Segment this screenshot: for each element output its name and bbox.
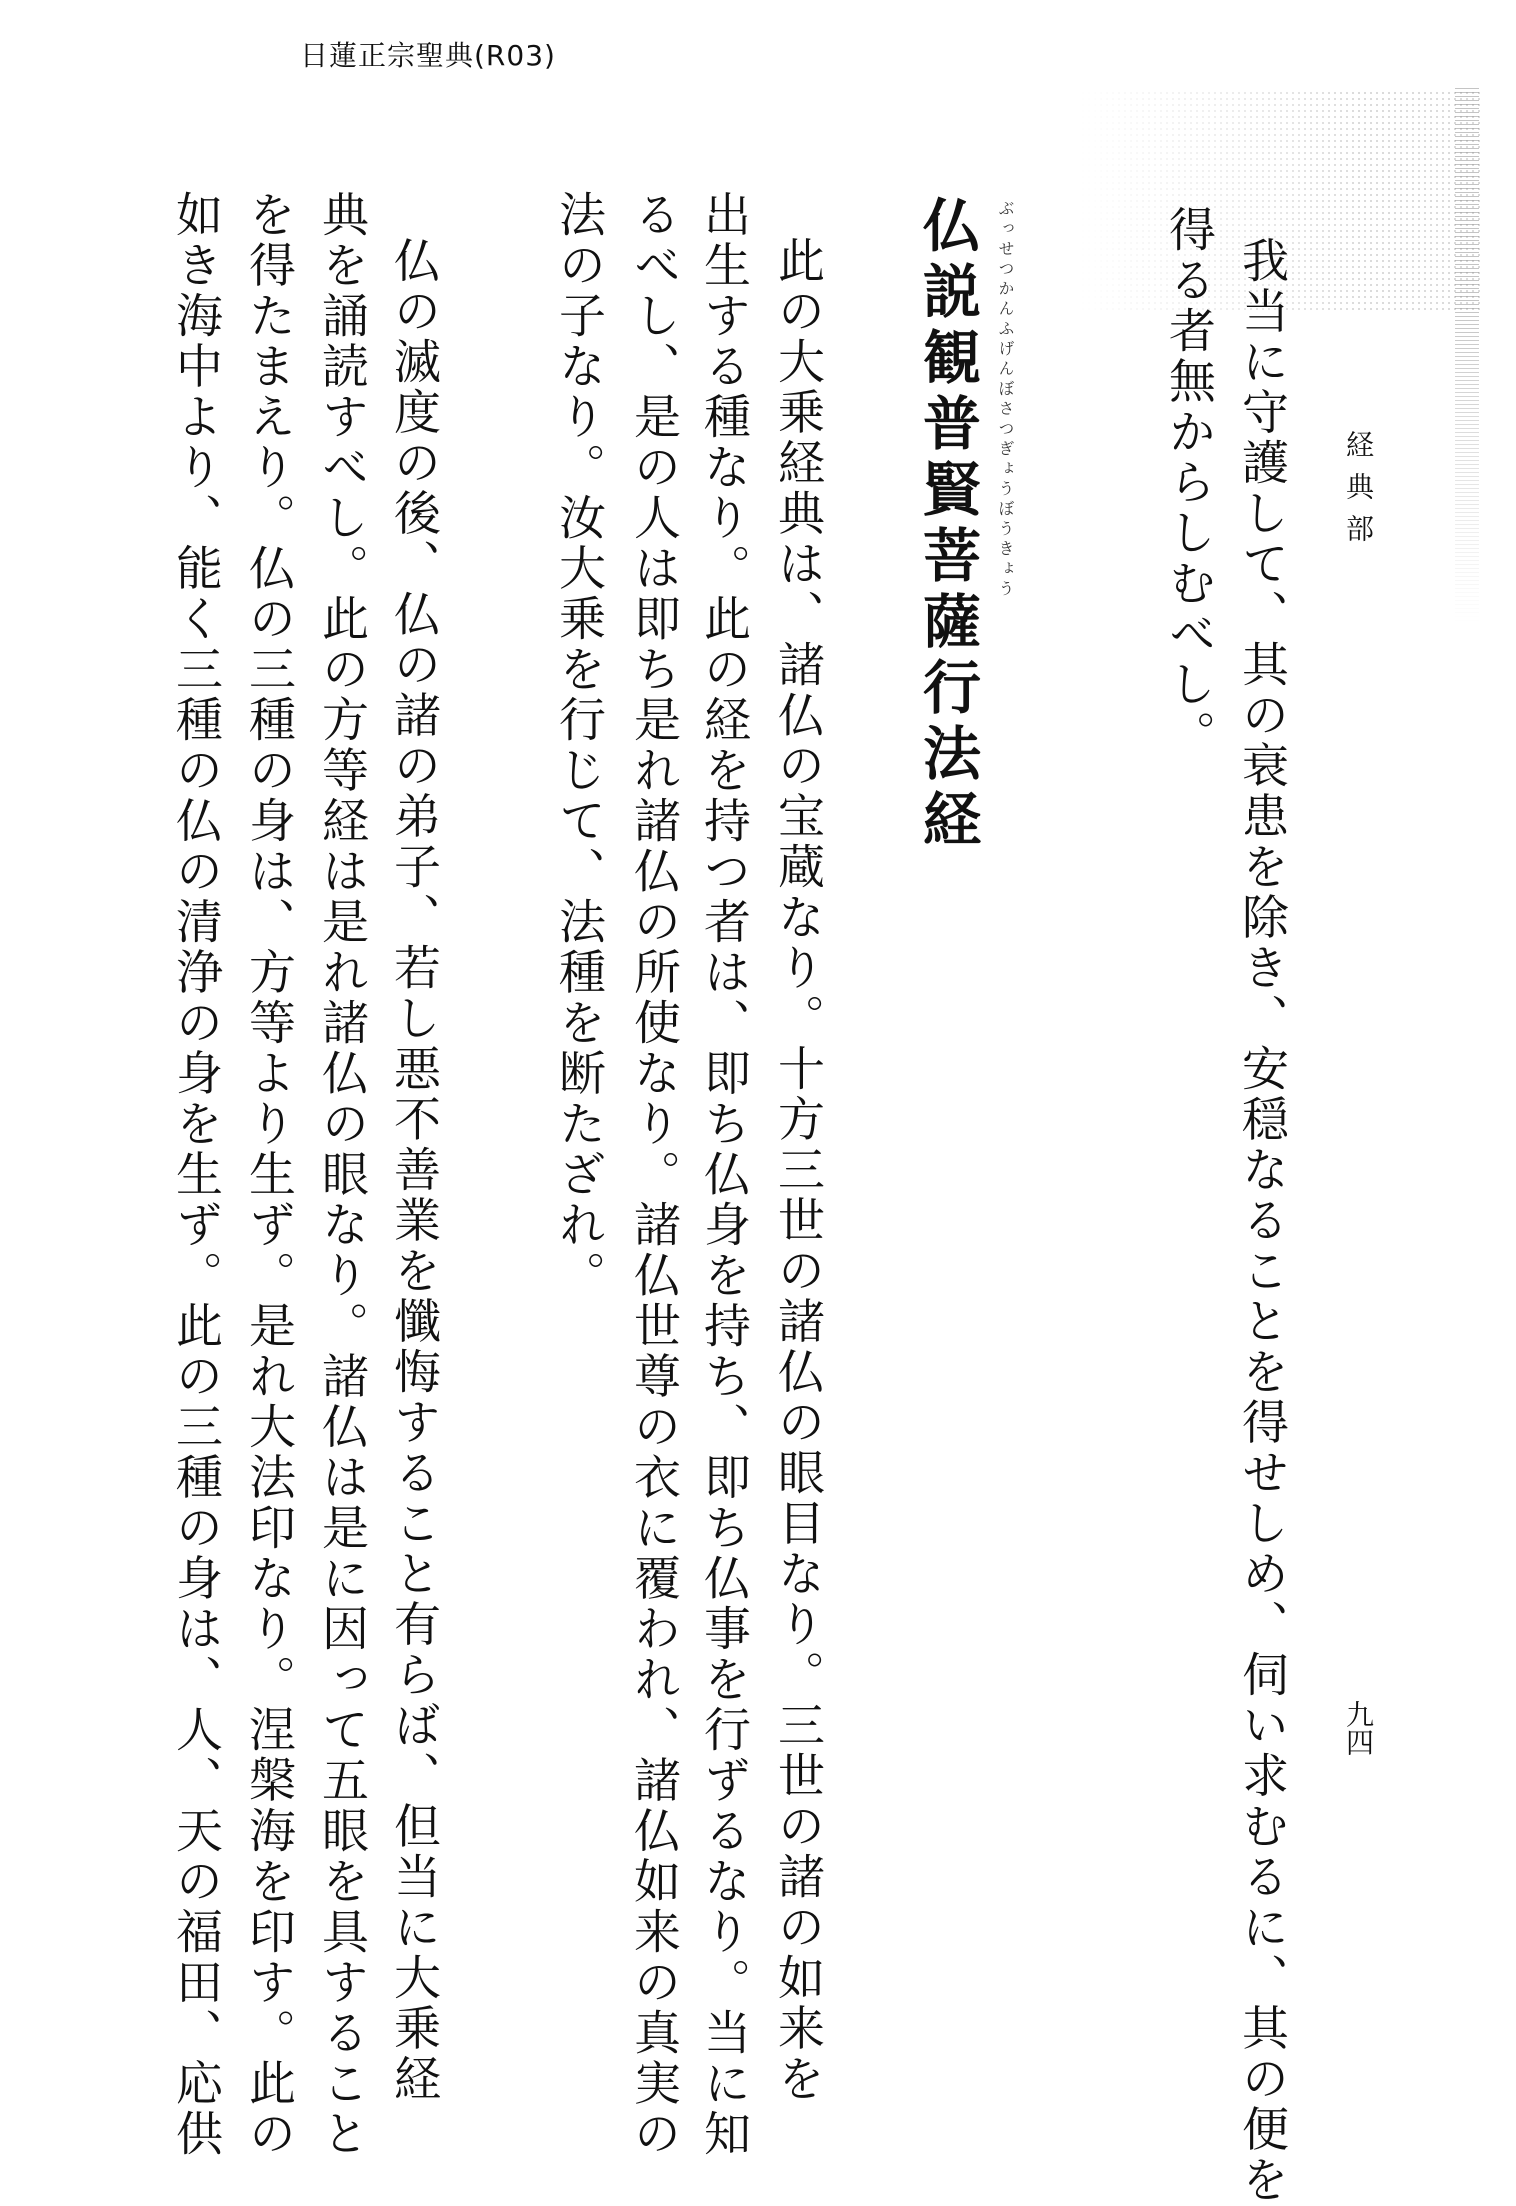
page-header: 日蓮正宗聖典(R03) <box>300 39 556 72</box>
section-label: 経典部 <box>1342 430 1375 556</box>
text-column-8: 典を誦読すべし。此の方等経は是れ諸仏の眼なり。諸仏は是に因って五眼を具すること <box>314 190 369 2160</box>
scan-edge-noise <box>1455 85 1479 625</box>
text-column-7: 仏の滅度の後、仏の諸の弟子、若し悪不善業を懺悔すること有らば、但当に大乗経 <box>386 236 441 2105</box>
text-column-1: 我当に守護して、其の衰患を除き、安穏なることを得せしめ、伺い求むるに、其の便を <box>1234 236 1289 2206</box>
text-column-5: るべし、是の人は即ち是れ諸仏の所使なり。諸仏世尊の衣に覆われ、諸仏如来の真実の <box>626 190 681 2160</box>
text-column-4: 出生する種なり。此の経を持つ者は、即ち仏身を持ち、即ち仏事を行ずるなり。当に知 <box>696 190 751 2160</box>
sutra-title-furigana: ぶっせつかんふげんぼさつぎょうぼうきょう <box>996 200 1015 600</box>
text-column-6: 法の子なり。汝大乗を行じて、法種を断たざれ。 <box>551 190 606 1301</box>
sutra-title: 仏説観普賢菩薩行法経 <box>913 195 981 855</box>
text-column-10: 如き海中より、能く三種の仏の清浄の身を生ず。此の三種の身は、人、天の福田、応供 <box>168 190 223 2160</box>
text-column-2: 得る者無からしむべし。 <box>1161 205 1216 761</box>
text-column-9: を得たまえり。仏の三種の身は、方等より生ず。是れ大法印なり。涅槃海を印す。此の <box>241 190 296 2160</box>
text-column-3: 此の大乗経典は、諸仏の宝蔵なり。十方三世の諸仏の眼目なり。三世の諸の如来を <box>770 236 825 2105</box>
page-number: 九四 <box>1342 1700 1375 1756</box>
